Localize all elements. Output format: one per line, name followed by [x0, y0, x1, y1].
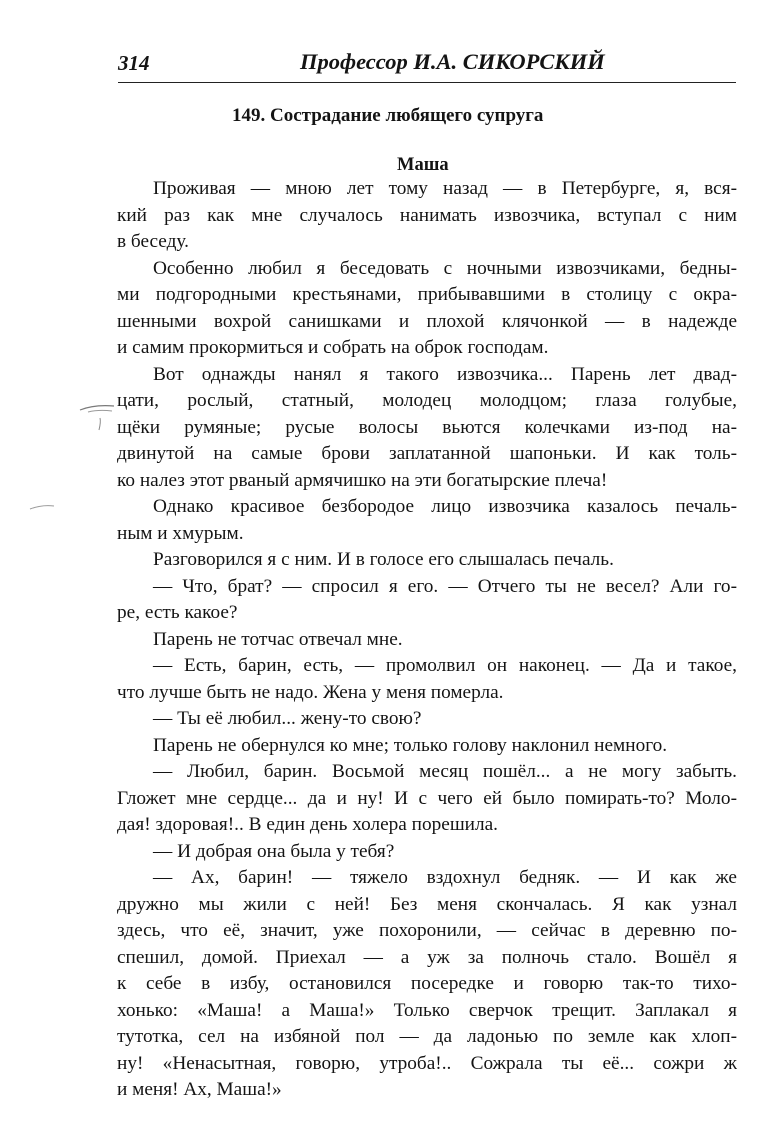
- text-line: ми подгородными крестьянами, прибывавшими в столицу с окра-: [117, 284, 737, 305]
- text-line: хонько: «Маша! а Маша!» Только сверчок трещит. Заплакал я: [117, 999, 737, 1021]
- text-line: ко налез этот рваный армячишко на эти богатырские плеча!: [117, 469, 608, 491]
- text-line: ным и хмурым.: [117, 522, 244, 544]
- text-line: дая! здоровая!.. В един день холера порешила.: [117, 814, 499, 835]
- text-line: Однако красивое безбородое лицо извозчика казалось печаль-: [153, 496, 737, 517]
- text-line: и меня! Ах, Маша!»: [117, 1079, 282, 1100]
- text-line: Парень не тотчас отвечал мне.: [153, 628, 403, 650]
- text-line: цати, рослый, статный, молодец молодцом; глаза голубые,: [117, 390, 737, 411]
- header-rule: [118, 82, 736, 83]
- text-line: в беседу.: [117, 231, 189, 252]
- body-text: [117, 176, 737, 1104]
- text-line: ре, есть какое?: [117, 602, 238, 623]
- text-line: двинутой на самые брови заплатанной шапоньки. И как толь-: [117, 443, 737, 464]
- text-line: шенными вохрой санишками и плохой клячонкой — в надежде: [117, 310, 737, 332]
- text-line: Гложет мне сердце... да и ну! И с чего ей было помирать-то? Моло-: [117, 787, 737, 809]
- text-line: щёки румяные; русые волосы вьются колечками из-под на-: [117, 416, 737, 438]
- text-line: ну! «Ненасытная, говорю, утроба!.. Сожрала ты её... сожри ж: [117, 1052, 737, 1074]
- text-line: тутотка, сел на избяной пол — да ладонью по земле как хлоп-: [117, 1026, 737, 1047]
- story-title: Маша: [397, 155, 449, 175]
- text-line: — И добрая она была у тебя?: [153, 840, 395, 862]
- text-line: Проживая — мною лет тому назад — в Петербурге, я, вся-: [153, 178, 737, 199]
- margin-pencil-mark: [28, 500, 58, 516]
- text-line: кий раз как мне случалось нанимать извозчика, вступал с ним: [117, 204, 737, 226]
- text-line: Разговорился я с ним. И в голосе его слышалась печаль.: [153, 549, 614, 570]
- text-line: — Ты её любил... жену-то свою?: [153, 708, 422, 729]
- text-line: — Ах, барин! — тяжело вздохнул бедняк. — И как же: [153, 867, 737, 888]
- page-number: 314: [118, 51, 150, 75]
- text-line: Вот однажды нанял я такого извозчика... Парень лет двад-: [153, 363, 737, 385]
- text-line: спешил, домой. Приехал — а уж за полночь стало. Вошёл я: [117, 946, 737, 968]
- text-line: и самим прокормиться и собрать на оброк господам.: [117, 337, 549, 358]
- text-line: — Любил, барин. Восьмой месяц пошёл... а не могу забыть.: [153, 761, 737, 782]
- text-line: — Что, брат? — спросил я его. — Отчего ты не весел? Али го-: [153, 575, 737, 597]
- text-line: дружно мы жили с ней! Без меня скончалась. Я как узнал: [117, 893, 737, 915]
- text-line: Парень не обернулся ко мне; только голову наклонил немного.: [153, 734, 668, 756]
- text-line: — Есть, барин, есть, — промолвил он наконец. — Да и такое,: [153, 655, 737, 676]
- text-line: к себе в избу, остановился посередке и говорю так-то тихо-: [117, 973, 737, 994]
- text-line: Особенно любил я беседовать с ночными извозчиками, бедны-: [153, 257, 737, 279]
- running-title: Профессор И.А. СИКОРСКИЙ: [300, 49, 605, 74]
- text-line: здесь, что её, значит, уже похоронили, — сейчас в деревню по-: [117, 920, 737, 941]
- margin-pencil-mark: [78, 396, 134, 436]
- running-header: [118, 49, 736, 83]
- text-line: что лучше быть не надо. Жена у меня померла.: [117, 681, 504, 703]
- section-heading: 149. Сострадание любящего супруга: [232, 105, 544, 126]
